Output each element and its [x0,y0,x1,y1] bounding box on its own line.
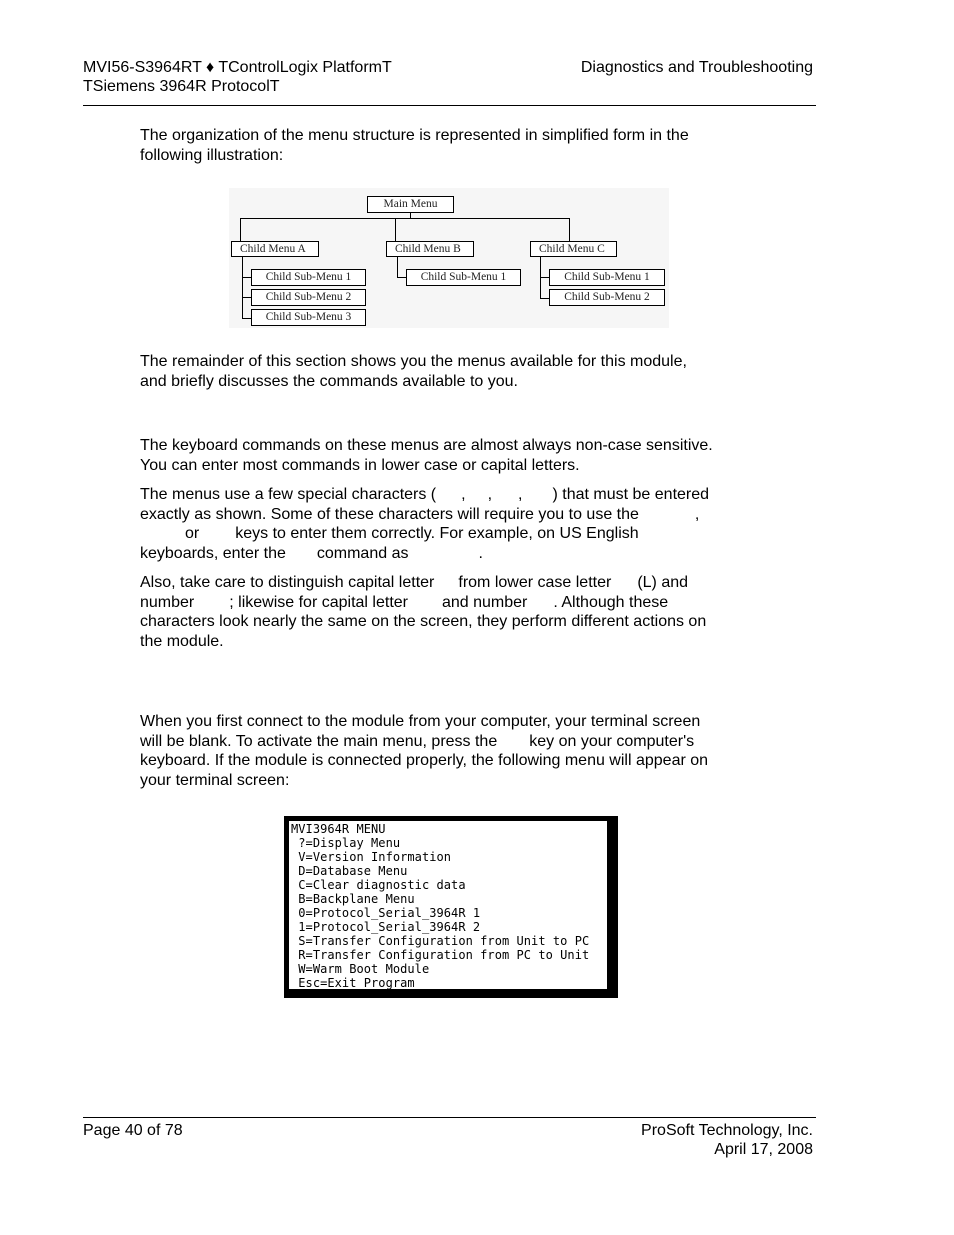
connect-line-2: will be blank. To activate the main menu, press the key on your computer's [140,732,695,750]
header-section-title: Diagnostics and Troubleshooting [580,59,813,76]
connector-line [395,218,396,241]
keyboard-paragraph-3 [140,573,760,652]
diagram-b-sub-menu-1: Child Sub-Menu 1 [406,269,521,286]
connector-line [540,298,549,299]
connector-line [540,277,549,278]
menu-structure-diagram [229,188,669,328]
intro-line-1: The organization of the menu structure is represented in simplified form in the [140,127,689,144]
keyboard-p2-line-1: The menus use a few special characters ( , , , ) that must be entered [140,486,710,503]
remainder-line-2: and briefly discusses the commands available to you. [140,372,518,390]
diagram-main-menu: Main Menu [367,196,454,213]
keyboard-p1-line-2: You can enter most commands in lower case or capital letters. [140,456,580,474]
keyboard-p1-line-1: The keyboard commands on these menus are almost always non-case sensitive. [140,437,713,454]
diagram-c-sub-menu-2: Child Sub-Menu 2 [549,289,665,306]
keyboard-paragraph-1 [140,436,760,475]
keyboard-paragraph-2 [140,485,760,564]
connector-line [397,257,398,278]
connect-line-1: When you first connect to the module from your computer, your terminal screen [140,713,701,730]
terminal-menu-text: MVI3964R MENU ?=Display Menu V=Version Information D=Database Menu C=Clear diagnostic data B=Backplane Menu 0=Protocol_Serial_3964R 1 1=Protocol_Serial_3964R 2 S=Transfer Configuration from Unit to PC R=Transfer Configuration from PC to Unit W=Warm Boot Module Esc=Exit Program [291,822,590,990]
connector-line [242,297,251,298]
keyboard-p3-line-1: Also, take care to distinguish capital letter from lower case letter (L) and [140,574,689,591]
header-product-line2: TSiemens 3964R ProtocolT [83,78,280,95]
connect-line-3: keyboard. If the module is connected properly, the following menu will appear on [140,752,709,770]
intro-paragraph [140,126,760,165]
footer-company: ProSoft Technology, Inc. [641,1122,813,1139]
diagram-a-sub-menu-3: Child Sub-Menu 3 [251,309,366,326]
keyboard-p3-line-2: number ; likewise for capital letter and number . Although these [140,593,669,611]
keyboard-p3-line-3: characters look nearly the same on the screen, they perform different actions on [140,613,707,631]
diagram-child-menu-b: Child Menu B [386,241,474,257]
connector-line [242,318,251,319]
remainder-paragraph [140,352,760,391]
diagram-c-sub-menu-1: Child Sub-Menu 1 [549,269,665,286]
connector-line [397,277,406,278]
diagram-a-sub-menu-2: Child Sub-Menu 2 [251,289,366,306]
connector-line [569,218,570,241]
header-rule [83,105,816,106]
keyboard-p3-line-4: the module. [140,633,224,651]
diagram-child-menu-c: Child Menu C [530,241,617,257]
keyboard-p2-line-4: keyboards, enter the command as . [140,545,483,563]
connector-line [240,218,241,241]
connect-line-4: your terminal screen: [140,772,290,790]
connector-line [240,218,570,219]
terminal-screen [289,821,607,989]
header-product-line1: MVI56-S3964RT ♦ TControlLogix PlatformT [83,59,392,76]
remainder-line-1: The remainder of this section shows you the menus available for this module, [140,353,687,370]
diagram-child-menu-a: Child Menu A [231,241,319,257]
keyboard-p2-line-2: exactly as shown. Some of these characters will require you to use the , [140,505,700,523]
connect-paragraph [140,712,760,791]
connector-line [242,277,251,278]
footer-page-number: Page 40 of 78 [83,1122,183,1139]
connector-line [540,257,541,299]
connector-line [242,257,243,319]
intro-line-2: following illustration: [140,146,284,164]
footer-rule [83,1117,816,1118]
keyboard-p2-line-3: or keys to enter them correctly. For example, on US English [185,525,639,543]
footer-date: April 17, 2008 [714,1141,813,1158]
diagram-a-sub-menu-1: Child Sub-Menu 1 [251,269,366,286]
terminal-menu-screenshot [284,816,618,998]
